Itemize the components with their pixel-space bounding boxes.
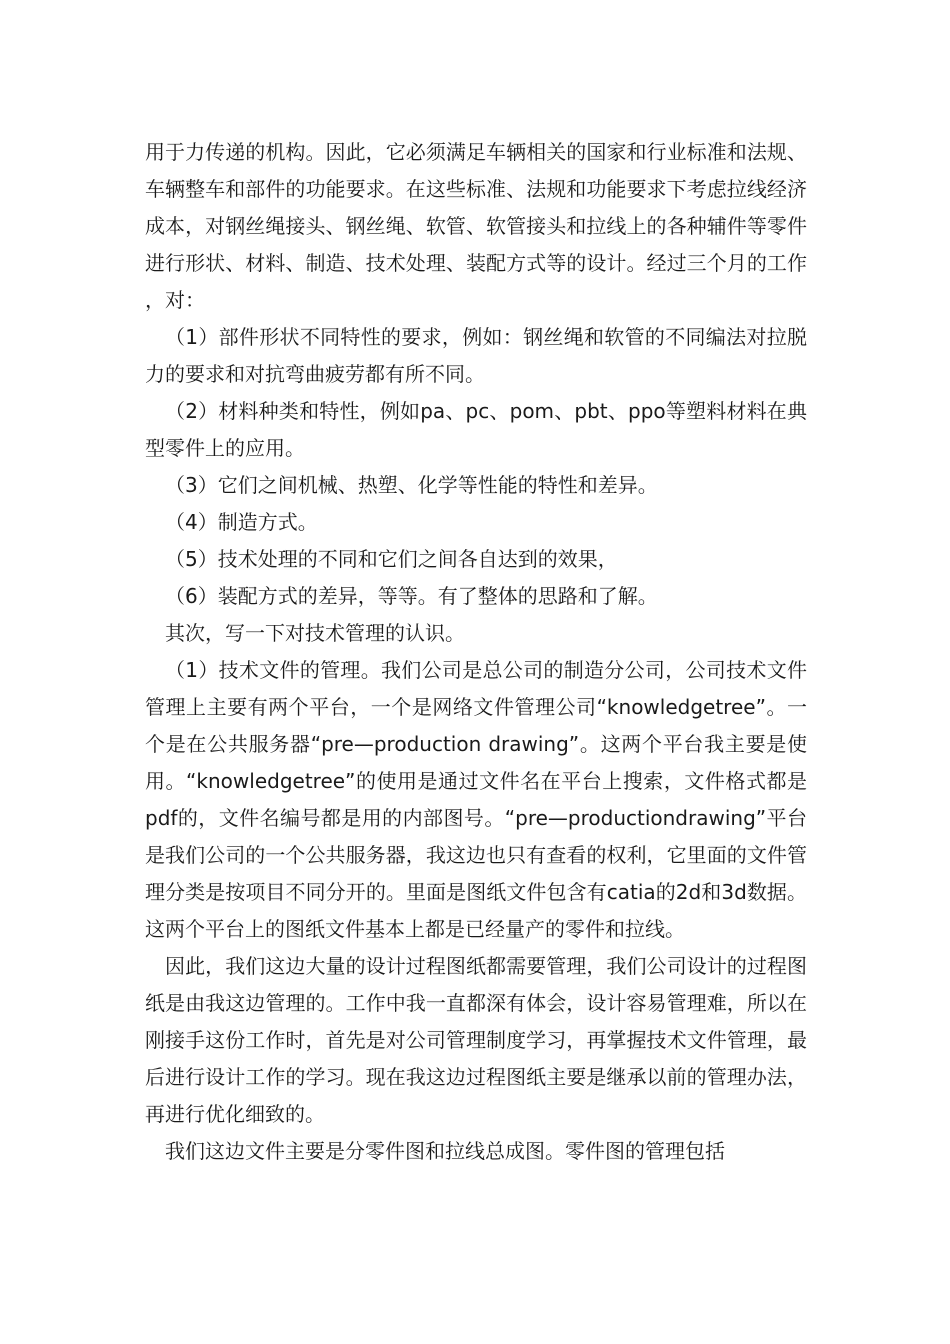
paragraph-intro: 用于力传递的机构。因此，它必须满足车辆相关的国家和行业标准和法规、车辆整车和部件的功能要求。在这些标准、法规和功能要求下考虑拉线经济成本，对钢丝绳接头、钢丝绳、软管、软管接头和拉线上的各种辅件等零件进行形状、材料、制造、技术处理、装配方式等的设计。经过三个月的工作，对：	[145, 140, 807, 312]
section-heading-tech-management: 其次，写一下对技术管理的认识。	[165, 621, 465, 645]
list-item-5: （5）技术处理的不同和它们之间各自达到的效果，	[165, 547, 618, 571]
list-item-3: （3）它们之间机械、热塑、化学等性能的特性和差异。	[165, 473, 658, 497]
document-body	[145, 134, 807, 1170]
paragraph-drawing-types: 我们这边文件主要是分零件图和拉线总成图。零件图的管理包括	[165, 1139, 725, 1163]
list-item-2: （2）材料种类和特性，例如pa、pc、pom、pbt、ppo等塑料材料在典型零件上的应用。	[145, 399, 807, 460]
list-item-1: （1）部件形状不同特性的要求，例如：钢丝绳和软管的不同编法对拉脱力的要求和对抗弯曲疲劳都有所不同。	[145, 325, 807, 386]
list-item-4: （4）制造方式。	[165, 510, 318, 534]
paragraph-file-management: （1）技术文件的管理。我们公司是总公司的制造分公司，公司技术文件管理上主要有两个平台，一个是网络文件管理公司“knowledgetree”。一个是在公共服务器“pre—production drawing”。这两个平台我主要是使用。“knowledgetree”的使用是通过文件名在平台上搜索，文件格式都是pdf的，文件名编号都是用的内部图号。“pre—productiondrawing”平台是我们公司的一个公共服务器，我这边也只有查看的权利，它里面的文件管理分类是按项目不同分开的。里面是图纸文件包含有catia的2d和3d数据。这两个平台上的图纸文件基本上都是已经量产的零件和拉线。	[145, 658, 807, 941]
list-item-6: （6）装配方式的差异，等等。有了整体的思路和了解。	[165, 584, 658, 608]
paragraph-process-drawings: 因此，我们这边大量的设计过程图纸都需要管理，我们公司设计的过程图纸是由我这边管理的。工作中我一直都深有体会，设计容易管理难，所以在刚接手这份工作时，首先是对公司管理制度学习，再掌握技术文件管理，最后进行设计工作的学习。现在我这边过程图纸主要是继承以前的管理办法，再进行优化细致的。	[145, 954, 807, 1126]
